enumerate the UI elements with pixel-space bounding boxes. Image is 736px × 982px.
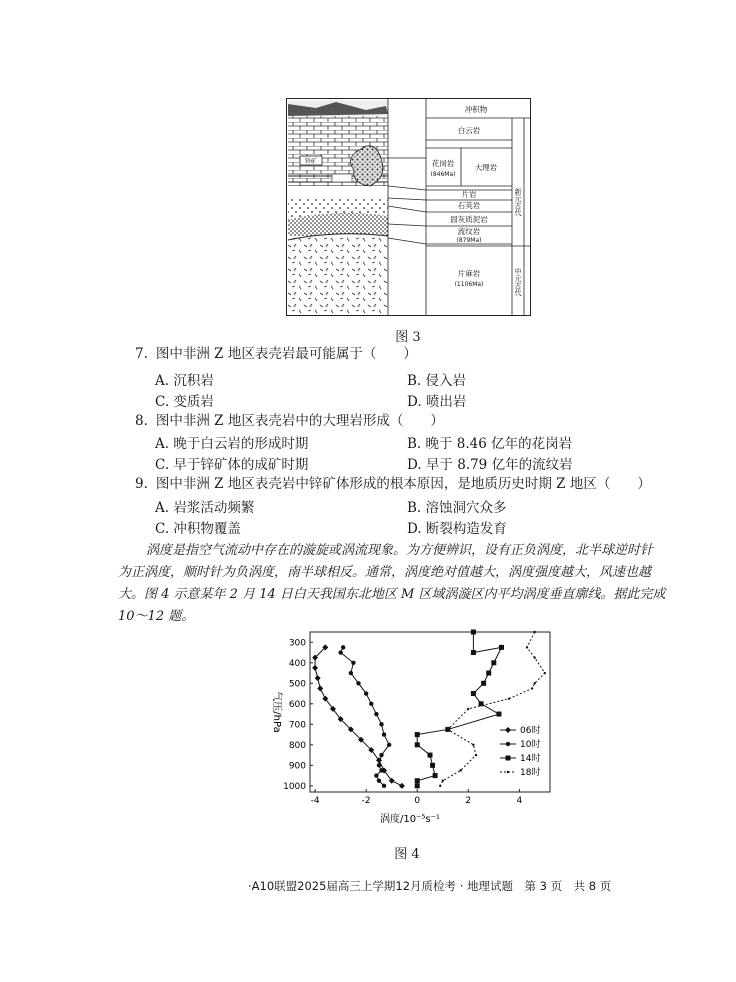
- series-2-point: [486, 671, 491, 676]
- legend: [500, 724, 540, 778]
- legend-label: 18时: [520, 768, 541, 778]
- series-1-point: [349, 671, 353, 675]
- series-group: [312, 630, 546, 789]
- question-stem: 图中非洲 Z 地区表壳岩中锌矿体形成的根本原因，是地质历史时期 Z 地区（ ）: [155, 476, 651, 492]
- series-0-point: [317, 685, 323, 691]
- legend-label: 14时: [520, 754, 541, 764]
- passage: [118, 540, 678, 628]
- series-3-point: [467, 708, 469, 710]
- series-2-point: [415, 783, 420, 788]
- series-2: [415, 630, 504, 789]
- option-7c[interactable]: C. 变质岩: [155, 394, 214, 410]
- series-3-point: [439, 785, 441, 787]
- series-1-point: [377, 779, 381, 783]
- legend-point: [506, 742, 510, 746]
- legend-point: [506, 756, 511, 761]
- series-2-point: [471, 630, 476, 635]
- series-1-point: [341, 645, 345, 649]
- legend-item: [500, 724, 540, 736]
- y-tick-label: 700: [288, 720, 306, 731]
- question-7: [135, 344, 417, 364]
- series-2-point: [433, 773, 438, 778]
- legend-point: [505, 727, 511, 733]
- series-0-point: [315, 675, 321, 681]
- series-3-point: [475, 754, 477, 756]
- label-alluvium: 冲积物: [464, 105, 488, 114]
- question-number: 9.: [135, 476, 148, 492]
- series-1-point: [369, 702, 373, 706]
- figure-3-stratigraphic-column: [286, 98, 531, 316]
- series-1-point: [356, 681, 360, 685]
- y-tick-label: 800: [288, 740, 306, 751]
- series-1-point: [377, 763, 381, 767]
- series-1-point: [374, 773, 378, 777]
- label-tuff-mudstone: 固灰质泥岩: [450, 215, 488, 224]
- option-7b[interactable]: B. 侵入岩: [407, 373, 467, 389]
- option-8d[interactable]: D. 早于 8.79 亿年的流纹岩: [407, 457, 573, 473]
- passage-line-2: 为正涡度，顺时针为负涡度，南半球相反。通常，涡度绝对值越大，涡度强度越大，风速也越: [118, 565, 652, 580]
- series-2-point: [496, 712, 501, 717]
- passage-line-1: 涡度是指空气流动中存在的漩旋或涡流现象。为方便辨识，设有正负涡度，北半球逆时针: [146, 543, 654, 558]
- series-1-point: [379, 768, 383, 772]
- series-2-point: [481, 681, 486, 686]
- series-2-point: [430, 763, 435, 768]
- series-3-point: [508, 697, 510, 699]
- series-2-point: [415, 732, 420, 737]
- era-neoproterozoic: 新元古代: [514, 188, 522, 216]
- series-3-point: [526, 646, 528, 648]
- series-1-point: [379, 753, 383, 757]
- page-footer: ·A10联盟2025届高三上学期12月质检考 · 地理试题 第 3 页 共 8 页: [248, 879, 612, 893]
- option-7a[interactable]: A. 沉积岩: [155, 373, 214, 389]
- series-3-point: [533, 631, 535, 633]
- label-gneiss: 片麻岩: [457, 269, 481, 278]
- y-tick-label: 400: [288, 658, 306, 669]
- label-rhyolite: 流纹岩: [457, 227, 481, 236]
- series-3-point: [442, 780, 444, 782]
- y-axis-label: 气压/hPa: [271, 691, 282, 733]
- era-mesoproterozoic: 中元古代: [514, 268, 522, 296]
- question-number: 8.: [135, 413, 148, 429]
- option-7d[interactable]: D. 喷出岩: [407, 394, 467, 410]
- series-3-point: [531, 687, 533, 689]
- series-1-point: [364, 691, 368, 695]
- label-dolomite: 白云岩: [457, 126, 481, 135]
- series-1-point: [382, 732, 386, 736]
- legend-point: [507, 771, 509, 773]
- svg-text:(846Ma): (846Ma): [430, 171, 456, 178]
- series-2-point: [471, 650, 476, 655]
- x-tick-label: 4: [516, 796, 523, 806]
- series-3-point: [533, 656, 535, 658]
- question-9: [135, 474, 651, 494]
- option-9c[interactable]: C. 冲积物覆盖: [155, 521, 241, 537]
- x-tick-label: 0: [414, 796, 421, 806]
- legend-label: 06时: [520, 726, 541, 736]
- option-9d[interactable]: D. 断裂构造发育: [407, 521, 507, 537]
- label-marble: 大理岩: [474, 163, 498, 172]
- option-8b[interactable]: B. 晚于 8.46 亿年的花岗岩: [407, 436, 573, 452]
- series-2-point: [471, 691, 476, 696]
- series-3-point: [533, 682, 535, 684]
- y-tick-label: 1000: [283, 781, 306, 792]
- series-1-point: [379, 722, 383, 726]
- svg-text:锌矿: 锌矿: [304, 158, 318, 165]
- series-1-point: [351, 661, 355, 665]
- series-1-point: [382, 784, 386, 788]
- series-line: [315, 647, 402, 785]
- y-tick-label: 900: [288, 761, 306, 772]
- y-tick-label: 300: [288, 638, 306, 649]
- question-number: 7.: [135, 346, 148, 362]
- svg-text:(879Ma): (879Ma): [456, 237, 482, 244]
- rock-column: [288, 100, 388, 314]
- x-axis-label: 涡度/10⁻⁵s⁻¹: [380, 814, 440, 825]
- series-1-point: [338, 650, 342, 654]
- axes: [283, 638, 522, 806]
- legend-label: 10时: [520, 740, 541, 750]
- strata-labels: [431, 104, 498, 288]
- option-9b[interactable]: B. 溶蚀洞穴众多: [407, 500, 507, 516]
- option-8c[interactable]: C. 早于锌矿体的成矿时期: [155, 457, 309, 473]
- series-2-point: [428, 753, 433, 758]
- question-8: [135, 411, 444, 431]
- passage-line-4: 10～12 题。: [118, 609, 195, 624]
- figure-3-caption: 图 3: [395, 330, 421, 345]
- series-0: [312, 644, 405, 788]
- label-quartzite: 石英岩: [457, 201, 481, 210]
- option-8a[interactable]: A. 晚于白云岩的形成时期: [155, 436, 309, 452]
- series-1-point: [374, 712, 378, 716]
- legend-item: [500, 752, 540, 764]
- plot-area: [310, 632, 550, 792]
- series-1-point: [387, 743, 391, 747]
- svg-text:(1106Ma): (1106Ma): [454, 281, 484, 288]
- passage-line-3: 大。图 4 示意某年 2 月 14 日白天我国东北地区 M 区域涡漩区内平均涡度垂直廓线。据此完成: [118, 587, 666, 602]
- series-2-point: [415, 742, 420, 747]
- legend-item: [500, 766, 540, 778]
- label-granite: 花岗岩: [431, 159, 455, 168]
- x-tick-label: -2: [361, 796, 371, 806]
- figure-4-caption: 图 4: [394, 847, 420, 862]
- era-labels: [514, 187, 522, 297]
- label-schist: 片岩: [461, 190, 477, 199]
- y-tick-label: 500: [288, 679, 306, 690]
- series-3-point: [447, 728, 449, 730]
- series-3-point: [459, 769, 461, 771]
- series-line: [417, 632, 501, 786]
- series-2-point: [499, 645, 504, 650]
- series-3-point: [544, 672, 546, 674]
- series-1: [338, 645, 391, 788]
- question-stem: 图中非洲 Z 地区表壳岩最可能属于（ ）: [155, 346, 417, 362]
- series-2-point: [491, 660, 496, 665]
- y-tick-label: 600: [288, 699, 306, 710]
- x-tick-label: 2: [465, 796, 472, 806]
- legend-item: [500, 738, 540, 750]
- x-tick-label: -4: [310, 796, 320, 806]
- question-stem: 图中非洲 Z 地区表壳岩中的大理岩形成（ ）: [155, 413, 444, 429]
- figure-4-vorticity-chart: [258, 626, 558, 836]
- series-0-point: [312, 665, 318, 671]
- series-0-point: [399, 783, 405, 789]
- option-9a[interactable]: A. 岩浆活动频繁: [155, 500, 255, 516]
- series-3-point: [472, 744, 474, 746]
- series-2-point: [415, 778, 420, 783]
